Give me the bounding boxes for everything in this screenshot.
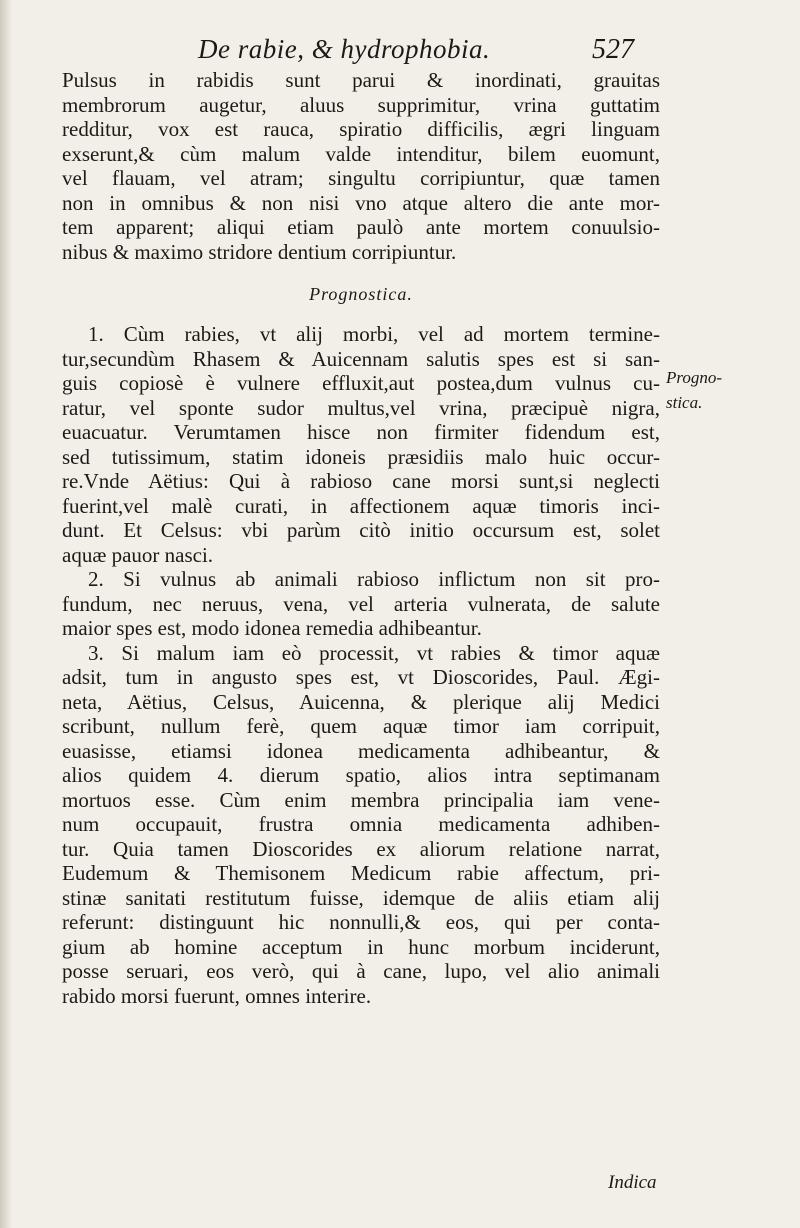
paragraph-3 <box>62 567 660 641</box>
text-line: tur. Quia tamen Dioscorides ex aliorum relatione narrat, <box>62 836 660 861</box>
text-line: tem apparent; aliqui etiam paulò ante mortem conuulsio- <box>62 215 660 239</box>
text-line: posse seruari, eos verò, qui à cane, lupo, vel alio animali <box>62 959 660 983</box>
page-header <box>0 28 800 68</box>
margin-note <box>666 366 786 415</box>
text-line: exserunt,& cùm malum valde intenditur, bilem euomunt, <box>62 141 660 166</box>
text-line: re.Vnde Aëtius: Qui à rabioso cane morsi sunt,si neglecti <box>62 469 660 493</box>
paragraph-1 <box>62 68 660 264</box>
text-line: scribunt, nullum ferè, quem aquæ timor iam corripuit, <box>62 714 660 738</box>
spine-shadow <box>0 0 12 1228</box>
text-line: euacuatur. Verumtamen hisce non firmiter fidendum est, <box>62 420 660 444</box>
main-text <box>62 68 660 1008</box>
text-line: non in omnibus & non nisi vno atque altero die ante mor- <box>62 190 660 215</box>
text-line: alios quidem 4. dierum spatio, alios intra septimanam <box>62 763 660 787</box>
text-line: stinæ sanitati restitutum fuisse, idemque de aliis etiam alij <box>62 885 660 910</box>
text-line: adsit, tum in angusto spes est, vt Dioscorides, Paul. Ægi- <box>62 665 660 689</box>
text-line: euasisse, etiamsi idonea medicamenta adhibeantur, & <box>62 738 660 763</box>
text-line: 2. Si vulnus ab animali rabioso inflictum non sit pro- <box>88 567 660 591</box>
text-line: 3. Si malum iam eò processit, vt rabies & timor aquæ <box>88 640 660 665</box>
text-line: Pulsus in rabidis sunt parui & inordinati, grauitas <box>62 68 660 92</box>
text-line: Eudemum & Themisonem Medicum rabie affectum, pri- <box>62 861 660 885</box>
paragraph-4 <box>62 641 660 1009</box>
page-number: 527 <box>592 34 634 65</box>
text-line: vel flauam, vel atram; singultu corripiuntur, quæ tamen <box>62 166 660 190</box>
text-line: aquæ pauor nasci. <box>62 542 214 567</box>
text-line: fuerint,vel malè curati, in affectionem aquæ timoris inci- <box>62 493 660 518</box>
text-line: redditur, vox est rauca, spiratio difficilis, ægri linguam <box>62 117 660 141</box>
text-line: ratur, vel sponte sudor multus,vel vrina, præcipuè nigra, <box>62 395 660 420</box>
text-line: gium ab homine acceptum in hunc morbum inciderunt, <box>62 934 660 959</box>
text-line: fundum, nec neruus, vena, vel arteria vulnerata, de salute <box>62 591 660 616</box>
paragraph-2 <box>62 322 660 567</box>
section-heading: Prognostica. <box>309 284 413 304</box>
text-line: 1. Cùm rabies, vt alij morbi, vel ad mortem termine- <box>88 322 660 346</box>
text-line: nibus & maximo stridore dentium corripiuntur. <box>62 239 457 264</box>
text-line: rabido morsi fuerunt, omnes interire. <box>62 983 372 1008</box>
text-line: referunt: distinguunt hic nonnulli,& eos, qui per conta- <box>62 910 660 934</box>
margin-note-line: Progno- <box>666 368 723 387</box>
text-line: tur,secundùm Rhasem & Auicennam salutis spes est si san- <box>62 346 660 371</box>
text-line: membrorum augetur, aluus supprimitur, vrina guttatim <box>62 92 660 117</box>
running-title: De rabie, & hydrophobia. <box>198 34 491 64</box>
text-line: guis copiosè è vulnere effluxit,aut postea,dum vulnus cu- <box>62 371 660 395</box>
text-line: mortuos esse. Cùm enim membra principalia iam vene- <box>62 787 660 812</box>
margin-note-line: stica. <box>666 392 703 412</box>
text-line: neta, Aëtius, Celsus, Auicenna, & plerique alij Medici <box>62 689 660 714</box>
text-line: sed tutissimum, statim idoneis præsidiis malo huic occur- <box>62 444 660 469</box>
text-line: dunt. Et Celsus: vbi parùm citò initio occursum est, solet <box>62 518 660 542</box>
catchword: Indica <box>608 1172 657 1193</box>
text-line: num occupauit, frustra omnia medicamenta adhiben- <box>62 812 660 836</box>
text-line: maior spes est, modo idonea remedia adhibeantur. <box>62 616 482 640</box>
